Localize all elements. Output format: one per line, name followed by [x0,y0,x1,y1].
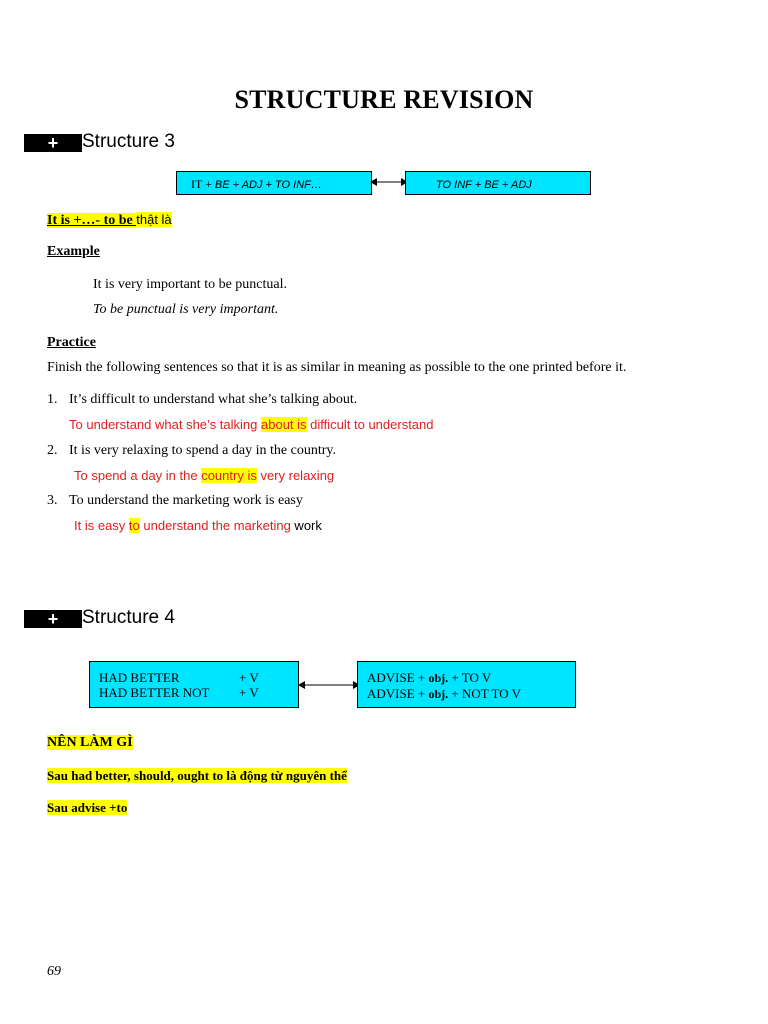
list-item [47,493,303,509]
structure-4-heading: Structure 4 [82,607,175,628]
answer-highlight: about is [261,417,307,432]
answer-text: work [290,518,322,533]
formula-term: obj. [428,671,449,685]
list-item [47,392,358,408]
plus-marker: + [24,134,82,152]
item-number: 2. [47,443,58,458]
note-text: Sau had better, should, ought to là động từ nguyên thể [47,768,347,783]
formula-box-left [176,171,372,195]
answer-highlight: country is [201,468,257,483]
answer-text: It is easy [74,518,129,533]
structure-4-note-2 [47,768,347,784]
answer-text: To understand what she’s talking [69,417,261,432]
formula-right-text: TO INF + BE + ADJ [436,179,532,191]
example-label: Example [47,244,100,259]
example-sentence-1: It is very important to be punctual. [93,277,288,292]
answer-2 [74,468,334,483]
formula-box-right [405,171,591,195]
answer-text: understand the marketing [139,518,291,533]
formula-line [367,686,575,702]
item-sentence: It’s difficult to understand what she’s talking about. [69,392,358,407]
note-meaning: thật là [136,212,172,227]
plus-marker: + [24,610,82,628]
double-arrow-icon [370,175,408,189]
item-sentence: It is very relaxing to spend a day in the country. [69,443,336,458]
answer-text: difficult to understand [306,417,434,432]
page-number: 69 [47,964,61,979]
answer-text: To spend a day in the [74,468,202,483]
answer-3 [74,518,322,533]
list-item [47,443,336,459]
formula-box-left [89,661,299,708]
formula-left-rest: BE + ADJ + TO INF… [214,179,322,191]
item-number: 1. [47,392,58,407]
formula-box-right [357,661,576,708]
page-title: STRUCTURE REVISION [234,85,534,114]
formula-term: obj. [428,687,449,701]
formula-line [367,670,575,686]
formula-term: + V [239,685,259,700]
formula-line [99,685,298,700]
practice-label: Practice [47,335,96,350]
example-sentence-2: To be punctual is very important. [93,302,279,317]
formula-term: HAD BETTER [99,670,180,685]
structure-4-note-1 [47,735,133,751]
answer-highlight: to [128,518,140,533]
answer-1 [69,417,434,432]
formula-term: + TO V [448,670,492,685]
formula-left-lead: IT + [191,177,215,191]
formula-term: + V [239,670,259,685]
double-arrow-icon [298,678,360,692]
formula-term: ADVISE + [367,686,429,701]
structure-3-heading: Structure 3 [82,131,175,152]
note-formula: It is +…- to be [47,213,137,228]
note-text: Sau advise +to [47,800,128,815]
formula-term: + NOT TO V [448,686,521,701]
formula-term: ADVISE + [367,670,429,685]
practice-instruction: Finish the following sentences so that it is as similar in meaning as possible to the one printed before it. [47,360,627,375]
item-number: 3. [47,493,58,508]
item-sentence: To understand the marketing work is easy [69,493,303,508]
formula-line [99,670,298,685]
structure-3-note [47,212,172,229]
note-text: NÊN LÀM GÌ [47,735,133,750]
structure-4-note-3 [47,800,127,816]
answer-text: very relaxing [256,468,335,483]
formula-term: HAD BETTER NOT [99,685,210,700]
